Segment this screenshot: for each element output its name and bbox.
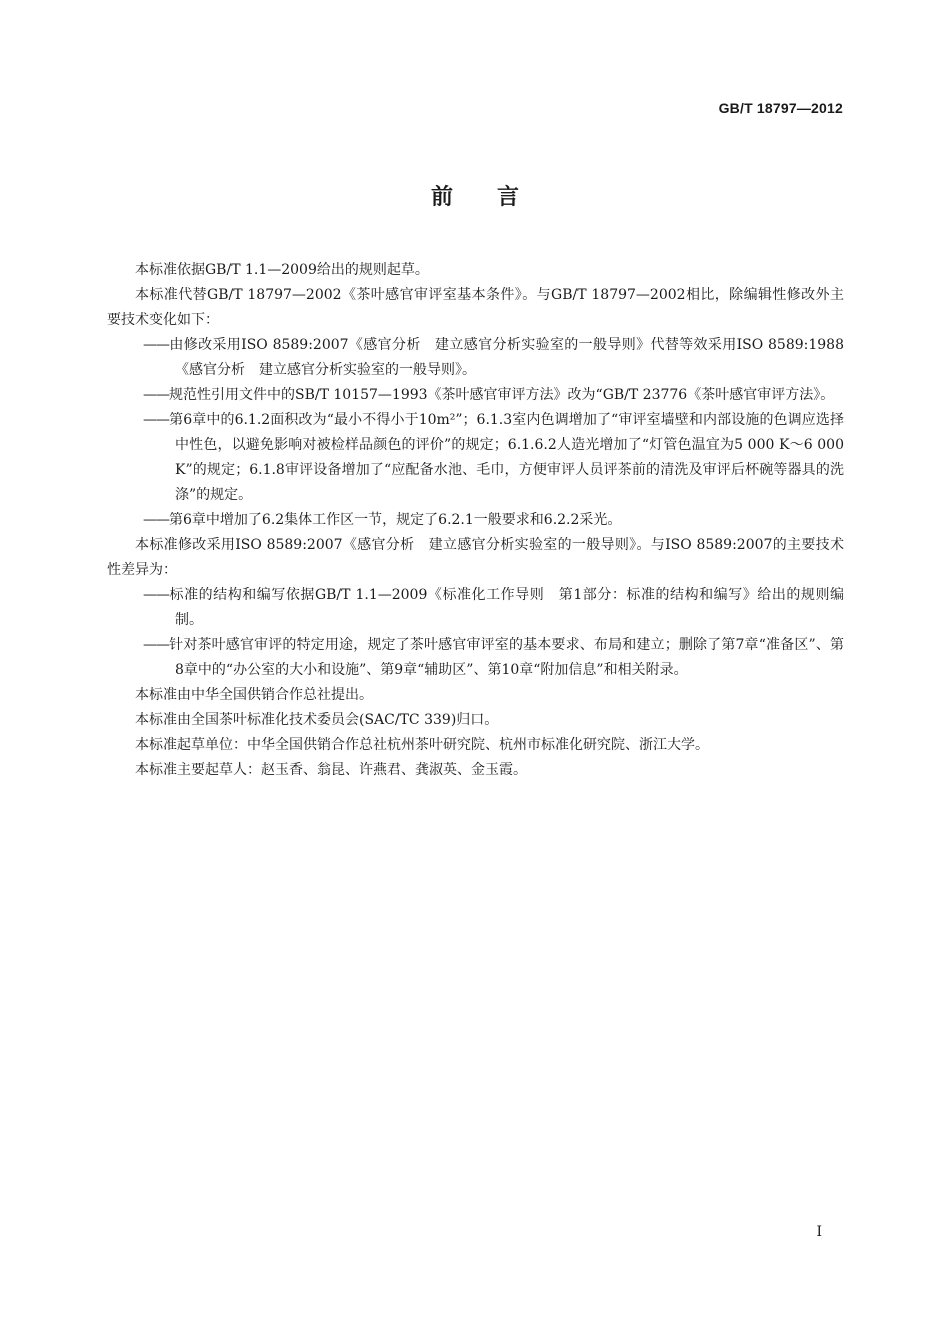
change-item xyxy=(107,508,844,533)
paragraph-basis: 本标准依据GB/T 1.1—2009给出的规则起草。 xyxy=(135,262,429,278)
page-title: 前言 xyxy=(430,185,563,210)
change-item-text: 第6章中的6.1.2面积改为“最小不得小于10m²”；6.1.3室内色调增加了“审评室墙壁和内部设施的色调应选择中性色，以避免影响对被检样品颜色的评价”的规定；6.1.6.2人造光增加了“灯管色温宜为5 000 K～6 000 K”的规定；6.1.8审评设备增加了“应配备水池、毛巾，方便审评人员评茶前的清洗及审评后杯碗等器具的洗涤”的规定。 xyxy=(169,412,844,503)
difference-item-text: 标准的结构和编写依据GB/T 1.1—2009《标准化工作导则 第1部分：标准的结构和编写》给出的规则编制。 xyxy=(169,587,844,628)
document-body xyxy=(107,258,844,783)
paragraph-proposer: 本标准由中华全国供销合作总社提出。 xyxy=(135,687,373,703)
list-dash: —— xyxy=(143,587,169,603)
paragraph-drafters: 本标准主要起草人：赵玉香、翁昆、许燕君、龚淑英、金玉霞。 xyxy=(135,762,527,778)
list-dash: —— xyxy=(143,412,169,428)
list-dash: —— xyxy=(143,512,169,528)
paragraph-replacement: 本标准代替GB/T 18797—2002《茶叶感官审评室基本条件》。与GB/T 18797—2002相比，除编辑性修改外主要技术变化如下： xyxy=(107,287,844,328)
list-dash: —— xyxy=(143,337,169,353)
change-item-text: 第6章中增加了6.2集体工作区一节，规定了6.2.1一般要求和6.2.2采光。 xyxy=(169,512,622,528)
change-item xyxy=(107,383,844,408)
standard-code: GB/T 18797—2012 xyxy=(718,100,843,116)
list-dash: —— xyxy=(143,387,169,403)
change-item-text: 规范性引用文件中的SB/T 10157—1993《茶叶感官审评方法》改为“GB/T 23776《茶叶感官审评方法》。 xyxy=(169,387,835,403)
change-item xyxy=(107,408,844,508)
paragraph-drafting-units: 本标准起草单位：中华全国供销合作总社杭州茶叶研究院、杭州市标准化研究院、浙江大学。 xyxy=(135,737,709,753)
page-number: I xyxy=(816,1224,822,1240)
paragraph-iso-adoption: 本标准修改采用ISO 8589:2007《感官分析 建立感官分析实验室的一般导则》。与ISO 8589:2007的主要技术性差异为： xyxy=(107,537,844,578)
difference-item xyxy=(107,583,844,633)
paragraph-committee: 本标准由全国茶叶标准化技术委员会(SAC/TC 339)归口。 xyxy=(135,712,499,728)
change-item-text: 由修改采用ISO 8589:2007《感官分析 建立感官分析实验室的一般导则》代替等效采用ISO 8589:1988《感官分析 建立感官分析实验室的一般导则》。 xyxy=(169,337,844,378)
change-item xyxy=(107,333,844,383)
difference-item-text: 针对茶叶感官审评的特定用途，规定了茶叶感官审评室的基本要求、布局和建立；删除了第7章“准备区”、第8章中的“办公室的大小和设施”、第9章“辅助区”、第10章“附加信息”和相关附录。 xyxy=(169,637,844,678)
list-dash: —— xyxy=(143,637,169,653)
difference-item xyxy=(107,633,844,683)
